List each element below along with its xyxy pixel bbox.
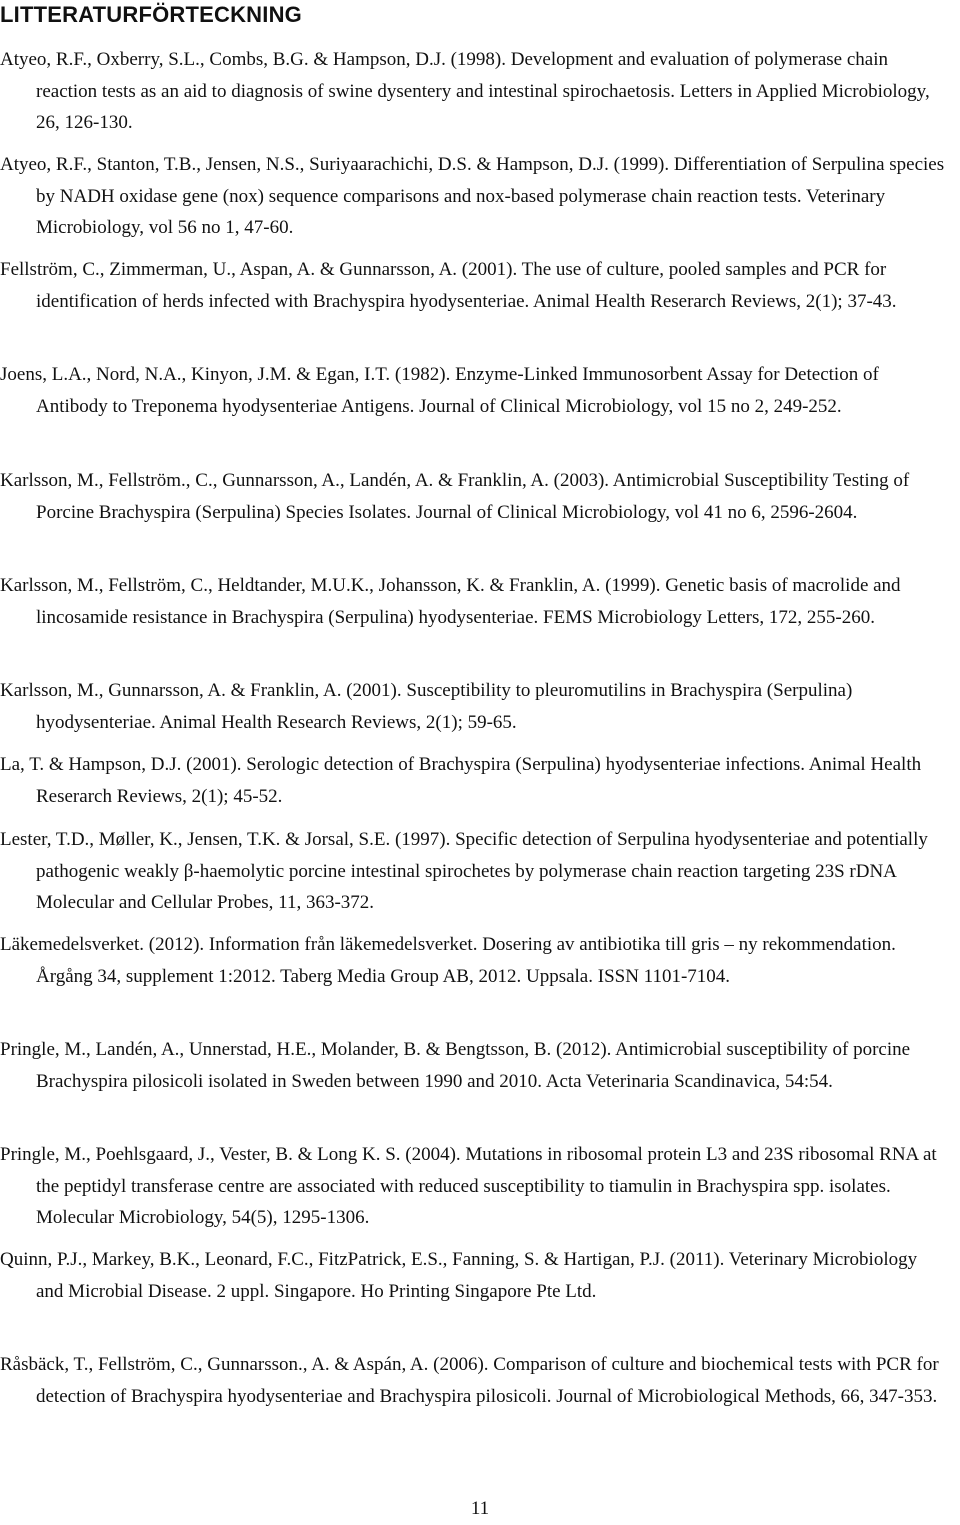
page-title: LITTERATURFÖRTECKNING	[0, 2, 302, 27]
reference-entry: Karlsson, M., Fellström., C., Gunnarsson, A., Landén, A. & Franklin, A. (2003). Antimicrobial Susceptibility Testing of Porcine Brachyspira (Serpulina) Species Isolates. Journal of Clinical Microbiology, vol 41 no 6, 2596-2604.	[0, 470, 910, 523]
reference-entry: Quinn, P.J., Markey, B.K., Leonard, F.C., FitzPatrick, E.S., Fanning, S. & Hartigan, P.J. (2011). Veterinary Microbiology and Microbial Disease. 2 uppl. Singapore. Ho Printing Singapore Pte Ltd.	[0, 1249, 918, 1302]
reference-entry: Pringle, M., Poehlsgaard, J., Vester, B. & Long K. S. (2004). Mutations in ribosomal protein L3 and 23S ribosomal RNA at the peptidyl transferase centre are associated with reduced susceptibility to tiamulin in Brachyspira spp. isolates. Molecular Microbiology, 54(5), 1295-1306.	[0, 1144, 937, 1228]
reference-entry: Läkemedelsverket. (2012). Information från läkemedelsverket. Dosering av antibiotika till gris – ny rekommendation. Årgång 34, supplement 1:2012. Taberg Media Group AB, 2012. Uppsala. ISSN 1101-7104.	[0, 934, 896, 987]
reference-entry: Lester, T.D., Møller, K., Jensen, T.K. & Jorsal, S.E. (1997). Specific detection of Serpulina hyodysenteriae and potentially pathogenic weakly β-haemolytic porcine intestinal spirochetes by polymerase chain reaction targeting 23S rDNA Molecular and Cellular Probes, 11, 363-372.	[0, 829, 928, 913]
page-number: 11	[470, 1498, 490, 1519]
reference-entry: Karlsson, M., Gunnarsson, A. & Franklin, A. (2001). Susceptibility to pleuromutilins in Brachyspira (Serpulina) hyodysenteriae. Animal Health Research Reviews, 2(1); 59-65.	[0, 680, 853, 733]
reference-entry: Atyeo, R.F., Stanton, T.B., Jensen, N.S., Suriyaarachichi, D.S. & Hampson, D.J. (1999). Differentiation of Serpulina species by NADH oxidase gene (nox) sequence comparisons and nox-based polymerase chain reaction tests. Veterinary Microbiology, vol 56 no 1, 47-60.	[0, 154, 945, 238]
reference-entry: Atyeo, R.F., Oxberry, S.L., Combs, B.G. & Hampson, D.J. (1998). Development and evaluation of polymerase chain reaction tests as an aid to diagnosis of swine dysentery and intestinal spirochaetosis. Letters in Applied Microbiology, 26, 126-130.	[0, 49, 930, 133]
reference-entry: La, T. & Hampson, D.J. (2001). Serologic detection of Brachyspira (Serpulina) hyodysenteriae infections. Animal Health Reserarch Reviews, 2(1); 45-52.	[0, 754, 922, 807]
reference-entry: Råsbäck, T., Fellström, C., Gunnarsson., A. & Aspán, A. (2006). Comparison of culture and biochemical tests with PCR for detection of Brachyspira hyodysenteriae and Brachyspira pilosicoli. Journal of Microbiological Methods, 66, 347-353.	[0, 1354, 939, 1407]
reference-entry: Fellström, C., Zimmerman, U., Aspan, A. & Gunnarsson, A. (2001). The use of culture, pooled samples and PCR for identification of herds infected with Brachyspira hyodysenteriae. Animal Health Reserarch Reviews, 2(1); 37-43.	[0, 259, 897, 312]
reference-entry: Pringle, M., Landén, A., Unnerstad, H.E., Molander, B. & Bengtsson, B. (2012). Antimicrobial susceptibility of porcine Brachyspira pilosicoli isolated in Sweden between 1990 and 2010. Acta Veterinaria Scandinavica, 54:54.	[0, 1039, 911, 1092]
reference-entry: Karlsson, M., Fellström, C., Heldtander, M.U.K., Johansson, K. & Franklin, A. (1999). Genetic basis of macrolide and lincosamide resistance in Brachyspira (Serpulina) hyodysenteriae. FEMS Microbiology Letters, 172, 255-260.	[0, 575, 901, 628]
reference-entry: Joens, L.A., Nord, N.A., Kinyon, J.M. & Egan, I.T. (1982). Enzyme-Linked Immunosorbent Assay for Detection of Antibody to Treponema hyodysenteriae Antigens. Journal of Clinical Microbiology, vol 15 no 2, 249-252.	[0, 364, 879, 417]
